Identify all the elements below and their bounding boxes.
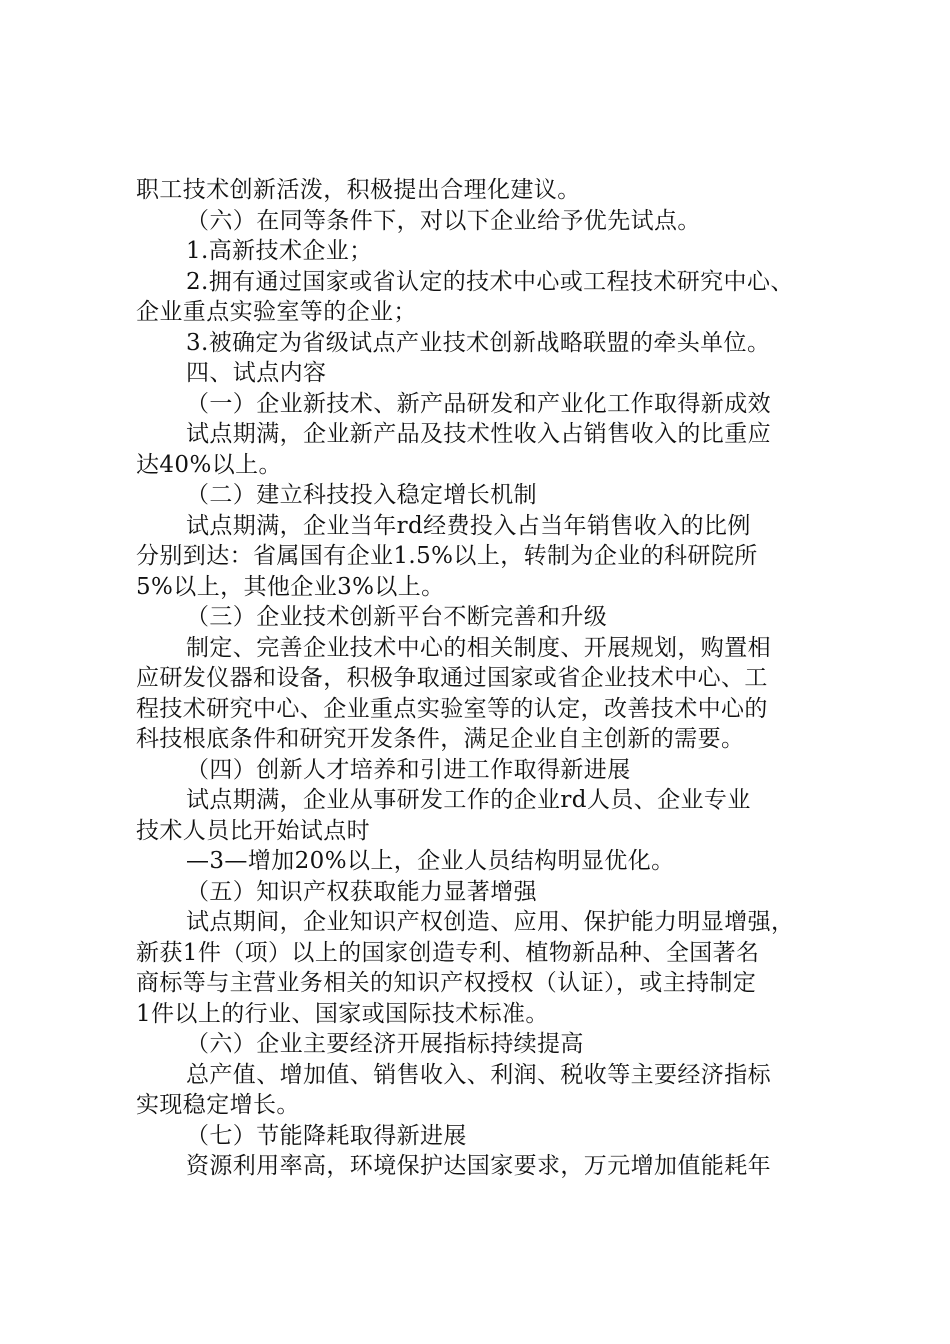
text-line: 5%以上，其他企业3%以上。 bbox=[136, 574, 445, 600]
text-line: 新获1件（项）以上的国家创造专利、植物新品种、全国著名 bbox=[136, 940, 760, 966]
subsection-heading: （四）创新人才培养和引进工作取得新进展 bbox=[186, 757, 631, 783]
text-line: 制定、完善企业技术中心的相关制度、开展规划，购置相 bbox=[186, 635, 771, 661]
text-line: 试点期满，企业从事研发工作的企业rd人员、企业专业 bbox=[186, 787, 751, 813]
text-line: 科技根底条件和研究开发条件，满足企业自主创新的需要。 bbox=[136, 726, 745, 752]
subsection-heading: （七）节能降耗取得新进展 bbox=[186, 1123, 467, 1149]
text-line: 试点期间，企业知识产权创造、应用、保护能力明显增强， bbox=[186, 909, 795, 935]
text-line: 总产值、增加值、销售收入、利润、税收等主要经济指标 bbox=[186, 1062, 771, 1088]
section-heading: 四、试点内容 bbox=[186, 360, 327, 386]
text-line: 职工技术创新活泼，积极提出合理化建议。 bbox=[136, 177, 581, 203]
text-line: 分别到达：省属国有企业1.5%以上，转制为企业的科研院所 bbox=[136, 543, 758, 569]
subsection-heading: （三）企业技术创新平台不断完善和升级 bbox=[186, 604, 608, 630]
text-line: 程技术研究中心、企业重点实验室等的认定，改善技术中心的 bbox=[136, 696, 768, 722]
text-line: 1件以上的行业、国家或国际技术标准。 bbox=[136, 1001, 549, 1027]
text-line: 应研发仪器和设备，积极争取通过国家或省企业技术中心、工 bbox=[136, 665, 768, 691]
text-line: 企业重点实验室等的企业； bbox=[136, 299, 417, 325]
text-line: 3.被确定为省级试点产业技术创新战略联盟的牵头单位。 bbox=[186, 330, 771, 356]
text-line: 试点期满，企业当年rd经费投入占当年销售收入的比例 bbox=[186, 513, 751, 539]
subsection-heading: （二）建立科技投入稳定增长机制 bbox=[186, 482, 537, 508]
text-line: 2.拥有通过国家或省认定的技术中心或工程技术研究中心、 bbox=[186, 269, 794, 295]
subsection-heading: （五）知识产权获取能力显著增强 bbox=[186, 879, 537, 905]
text-line: 实现稳定增长。 bbox=[136, 1092, 300, 1118]
text-line: 商标等与主营业务相关的知识产权授权（认证），或主持制定 bbox=[136, 970, 757, 996]
subsection-heading: （六）企业主要经济开展指标持续提高 bbox=[186, 1031, 584, 1057]
text-line: （六）在同等条件下，对以下企业给予优先试点。 bbox=[186, 208, 701, 234]
text-line: —3—增加20%以上，企业人员结构明显优化。 bbox=[186, 848, 675, 874]
text-line: 1.高新技术企业； bbox=[186, 238, 373, 264]
text-line: 试点期满，企业新产品及技术性收入占销售收入的比重应 bbox=[186, 421, 771, 447]
text-line: 资源利用率高，环境保护达国家要求，万元增加值能耗年 bbox=[186, 1153, 771, 1179]
subsection-heading: （一）企业新技术、新产品研发和产业化工作取得新成效 bbox=[186, 391, 771, 417]
text-line: 达40%以上。 bbox=[136, 452, 282, 478]
text-line: 技术人员比开始试点时 bbox=[136, 818, 370, 844]
